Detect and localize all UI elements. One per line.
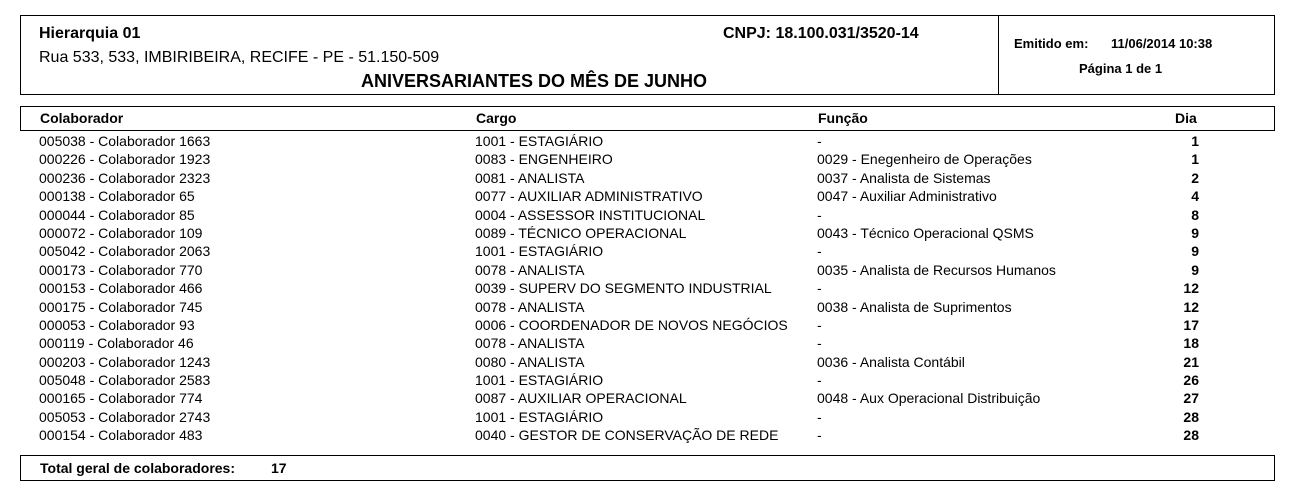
cell-dia: 28 xyxy=(1183,427,1199,444)
cell-funcao: - xyxy=(817,372,822,389)
cell-cargo: 1001 - ESTAGIÁRIO xyxy=(475,372,604,389)
cell-cargo: 0077 - AUXILIAR ADMINISTRATIVO xyxy=(475,188,703,205)
cell-colaborador: 000165 - Colaborador 774 xyxy=(39,390,203,407)
table-row xyxy=(20,426,1275,444)
cell-cargo: 0078 - ANALISTA xyxy=(475,261,585,278)
cell-cargo: 1001 - ESTAGIÁRIO xyxy=(475,133,604,149)
table-row xyxy=(20,206,1275,224)
table-row xyxy=(20,298,1275,316)
cell-funcao: - xyxy=(817,335,822,352)
cell-funcao: - xyxy=(817,408,822,425)
cell-funcao: - xyxy=(817,316,822,333)
cell-cargo: 0006 - COORDENADOR DE NOVOS NEGÓCIOS xyxy=(475,316,788,333)
cell-funcao: 0036 - Analista Contábil xyxy=(817,353,965,370)
cell-colaborador: 000153 - Colaborador 466 xyxy=(39,280,203,297)
table-row xyxy=(20,316,1275,334)
total-value: 17 xyxy=(271,460,287,476)
cell-cargo: 0078 - ANALISTA xyxy=(475,298,585,315)
cell-dia: 9 xyxy=(1191,243,1199,260)
cell-cargo: 1001 - ESTAGIÁRIO xyxy=(475,408,604,425)
cell-colaborador: 000072 - Colaborador 109 xyxy=(39,224,203,241)
cell-funcao: 0038 - Analista de Suprimentos xyxy=(817,298,1012,315)
table-row xyxy=(20,389,1275,407)
cell-cargo: 0004 - ASSESSOR INSTITUCIONAL xyxy=(475,206,706,223)
company-cnpj: CNPJ: 18.100.031/3520-14 xyxy=(723,25,919,42)
cell-dia: 27 xyxy=(1183,390,1199,407)
cell-dia: 12 xyxy=(1183,280,1199,297)
emitted-datetime: 11/06/2014 10:38 xyxy=(1111,36,1213,51)
table-row xyxy=(20,334,1275,352)
cell-colaborador: 000154 - Colaborador 483 xyxy=(39,427,203,444)
cell-cargo: 0080 - ANALISTA xyxy=(475,353,585,370)
cell-colaborador: 005048 - Colaborador 2583 xyxy=(39,372,211,389)
cell-dia: 12 xyxy=(1183,298,1199,315)
cell-funcao: 0029 - Enegenheiro de Operações xyxy=(817,151,1032,168)
table-row xyxy=(20,371,1275,389)
cell-dia: 18 xyxy=(1183,335,1199,352)
cell-funcao: 0037 - Analista de Sistemas xyxy=(817,169,991,186)
cell-dia: 2 xyxy=(1191,169,1199,186)
cell-dia: 26 xyxy=(1183,372,1199,389)
report-title: ANIVERSARIANTES DO MÊS DE JUNHO xyxy=(361,71,708,91)
cell-dia: 1 xyxy=(1191,151,1199,168)
cell-cargo: 0083 - ENGENHEIRO xyxy=(475,151,613,168)
cell-colaborador: 000044 - Colaborador 85 xyxy=(39,206,195,223)
cell-colaborador: 005042 - Colaborador 2063 xyxy=(39,243,211,260)
cell-colaborador: 005053 - Colaborador 2743 xyxy=(39,408,211,425)
cell-dia: 9 xyxy=(1191,224,1199,241)
cell-colaborador: 000173 - Colaborador 770 xyxy=(39,261,203,278)
table-header xyxy=(20,106,1275,131)
table-row xyxy=(20,408,1275,426)
report-footer xyxy=(20,455,1275,481)
cell-colaborador: 000203 - Colaborador 1243 xyxy=(39,353,211,370)
table-row xyxy=(20,242,1275,260)
cell-dia: 9 xyxy=(1191,261,1199,278)
cell-colaborador: 000226 - Colaborador 1923 xyxy=(39,151,211,168)
cell-cargo: 0040 - GESTOR DE CONSERVAÇÃO DE REDE xyxy=(475,427,779,444)
column-header-dia: Dia xyxy=(1175,110,1197,126)
cell-funcao: - xyxy=(817,427,822,444)
emitted-label: Emitido em: xyxy=(1014,36,1089,51)
cell-colaborador: 000236 - Colaborador 2323 xyxy=(39,169,211,186)
cell-cargo: 0078 - ANALISTA xyxy=(475,335,585,352)
table-row xyxy=(20,353,1275,371)
cell-cargo: 0087 - AUXILIAR OPERACIONAL xyxy=(475,390,687,407)
cell-funcao: 0035 - Analista de Recursos Humanos xyxy=(817,261,1056,278)
cell-funcao: - xyxy=(817,133,822,149)
cell-colaborador: 000175 - Colaborador 745 xyxy=(39,298,203,315)
column-header-funcao: Função xyxy=(818,110,868,126)
cell-cargo: 0039 - SUPERV DO SEGMENTO INDUSTRIAL xyxy=(475,280,772,297)
cell-funcao: 0047 - Auxiliar Administrativo xyxy=(817,188,997,205)
table-row xyxy=(20,150,1275,168)
page-indicator: Página 1 de 1 xyxy=(1079,61,1163,76)
column-header-cargo: Cargo xyxy=(476,110,517,126)
table-row xyxy=(20,132,1275,150)
cell-dia: 4 xyxy=(1191,188,1199,205)
cell-dia: 21 xyxy=(1183,353,1199,370)
cell-funcao: - xyxy=(817,206,822,223)
cell-funcao: 0048 - Aux Operacional Distribuição xyxy=(817,390,1041,407)
cell-funcao: - xyxy=(817,280,822,297)
cell-cargo: 0089 - TÉCNICO OPERACIONAL xyxy=(475,224,687,241)
cell-cargo: 1001 - ESTAGIÁRIO xyxy=(475,243,604,260)
cell-cargo: 0081 - ANALISTA xyxy=(475,169,585,186)
table-row xyxy=(20,169,1275,187)
table-row xyxy=(20,279,1275,297)
column-header-colaborador: Colaborador xyxy=(40,110,124,126)
company-address: Rua 533, 533, IMBIRIBEIRA, RECIFE - PE - 51.150-509 xyxy=(39,49,440,66)
report-header xyxy=(20,15,1275,95)
cell-dia: 28 xyxy=(1183,408,1199,425)
cell-colaborador: 000053 - Colaborador 93 xyxy=(39,316,195,333)
cell-colaborador: 000138 - Colaborador 65 xyxy=(39,188,195,205)
company-name: Hierarquia 01 xyxy=(39,25,141,42)
cell-funcao: - xyxy=(817,243,822,260)
cell-dia: 1 xyxy=(1191,133,1199,149)
cell-funcao: 0043 - Técnico Operacional QSMS xyxy=(817,224,1034,241)
total-label: Total geral de colaboradores: xyxy=(40,460,236,476)
table-row xyxy=(20,187,1275,205)
cell-colaborador: 005038 - Colaborador 1663 xyxy=(39,133,211,149)
table-row xyxy=(20,261,1275,279)
table-body xyxy=(20,132,1275,445)
table-row xyxy=(20,224,1275,242)
cell-dia: 17 xyxy=(1183,316,1199,333)
header-divider xyxy=(998,16,999,94)
cell-colaborador: 000119 - Colaborador 46 xyxy=(39,335,194,352)
cell-dia: 8 xyxy=(1191,206,1199,223)
